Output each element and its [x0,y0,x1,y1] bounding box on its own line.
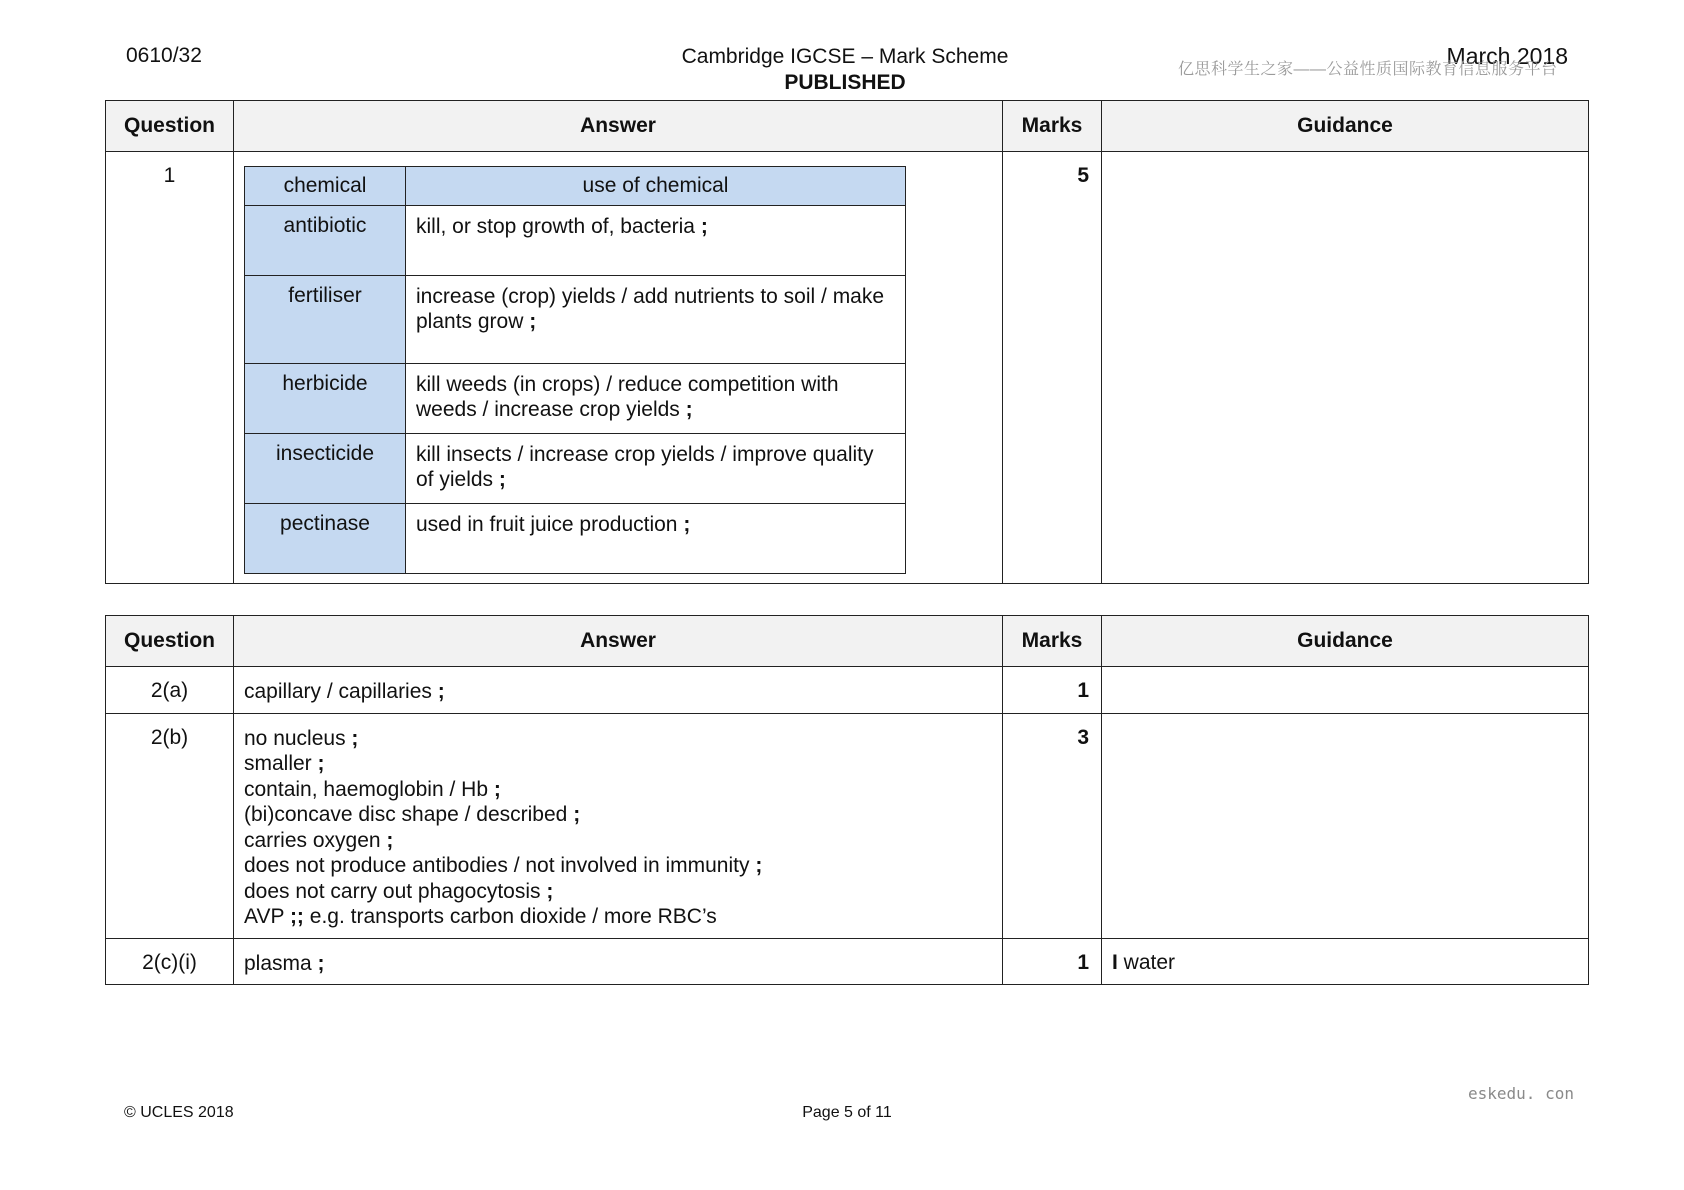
table-row [106,667,1589,714]
chemical-name: herbicide [245,364,406,434]
guidance-cell [1102,152,1589,584]
chemical-use: increase (crop) yields / add nutrients to soil / make plants grow ; [406,276,906,364]
answer-line: does not carry out phagocytosis ; [244,879,554,903]
answer-cell [234,152,1003,584]
chemical-name: antibiotic [245,206,406,276]
list-item [245,206,906,276]
chemical-name: insecticide [245,434,406,504]
guidance-cell [1102,713,1589,938]
mark-scheme-table-q1 [105,100,1589,584]
answer-line: plasma ; [244,951,325,975]
exam-date: March 2018 [1446,43,1568,69]
paper-code: 0610/32 [126,44,202,67]
answer-line: no nucleus ; [244,726,359,750]
column-header-question: Question [106,616,234,667]
list-item [245,504,906,574]
guidance-cell: I water [1102,938,1589,985]
published-label: PUBLISHED [784,71,906,94]
marks-value: 1 [1003,667,1102,714]
answer-line: smaller ; [244,752,325,775]
copyright-notice: © UCLES 2018 [124,1104,234,1121]
chemical-use-table [244,166,906,574]
watermark-text: 亿思科学生之家——公益性质国际教育信息服务平台 [1178,61,1558,78]
column-header-answer: Answer [234,616,1003,667]
list-item [245,276,906,364]
table-row [106,152,1589,584]
column-header-question: Question [106,101,234,152]
marks-value: 1 [1003,938,1102,985]
answer-line: capillary / capillaries ; [244,680,445,703]
column-header-marks: Marks [1003,616,1102,667]
chemical-name: fertiliser [245,276,406,364]
column-header-guidance: Guidance [1102,616,1589,667]
answer-cell [234,667,1003,714]
answer-line: carries oxygen ; [244,828,394,852]
answer-line: does not produce antibodies / not involved in immunity ; [244,854,763,877]
question-number: 2(a) [106,667,234,714]
inner-header-use: use of chemical [406,167,906,206]
question-number: 2(b) [106,713,234,938]
answer-line: (bi)concave disc shape / described ; [244,803,581,826]
marks-value: 3 [1003,713,1102,938]
chemical-use: used in fruit juice production ; [406,504,906,574]
chemical-use: kill, or stop growth of, bacteria ; [406,206,906,276]
document-heading [560,44,1130,96]
marks-value: 5 [1003,152,1102,584]
column-header-marks: Marks [1003,101,1102,152]
chemical-use: kill insects / increase crop yields / improve quality of yields ; [406,434,906,504]
document-title: Cambridge IGCSE – Mark Scheme [681,45,1009,68]
chemical-name: pectinase [245,504,406,574]
inner-header-chemical: chemical [245,167,406,206]
column-header-guidance: Guidance [1102,101,1589,152]
answer-cell [234,713,1003,938]
guidance-cell [1102,667,1589,714]
mark-scheme-table-q2 [105,615,1589,985]
column-header-answer: Answer [234,101,1003,152]
site-watermark: eskedu. con [1468,1084,1574,1103]
page-number: Page 5 of 11 [802,1104,892,1121]
answer-line: contain, haemoglobin / Hb ; [244,777,501,801]
question-number: 1 [106,152,234,584]
answer-line: AVP ;; e.g. transports carbon dioxide / more RBC’s [244,905,717,928]
question-number: 2(c)(i) [106,938,234,985]
list-item [245,434,906,504]
answer-cell [234,938,1003,985]
chemical-use: kill weeds (in crops) / reduce competition with weeds / increase crop yields ; [406,364,906,434]
table-row [106,938,1589,985]
list-item [245,364,906,434]
table-row [106,713,1589,938]
